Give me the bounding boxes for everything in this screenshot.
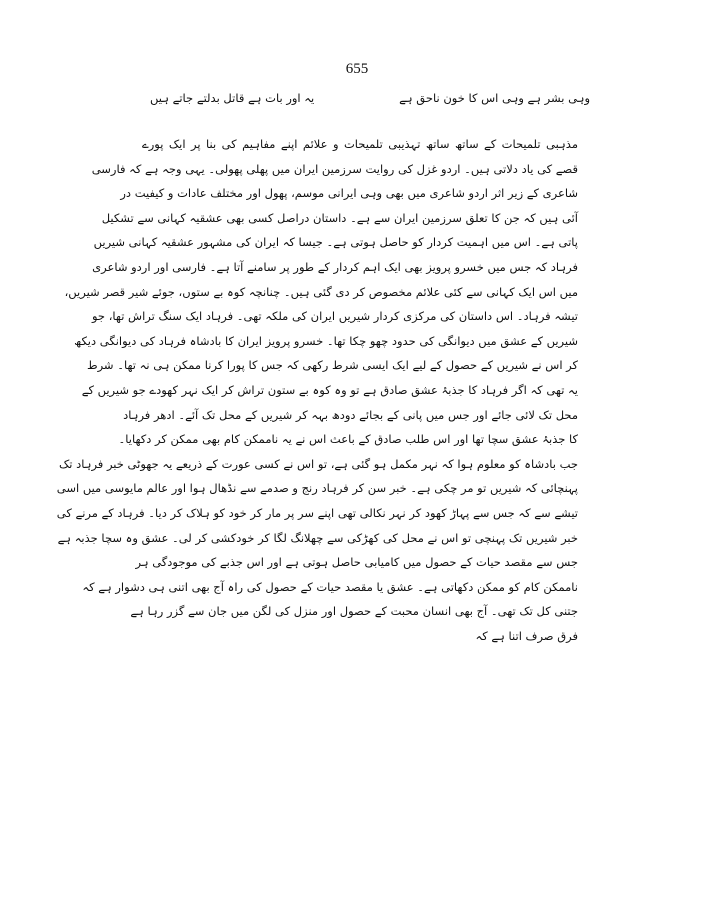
text-line: کر اس نے شیریں کے حصول کے لیے ایک ایسی شرط رکھی کہ جس کا پورا کرنا ممکن ہی نہ تھا۔ شرط	[86, 358, 578, 373]
epigraph-verse	[150, 86, 590, 110]
text-line: یہ تھی کہ اگر فرہاد کا جذبۂ عشق صادق ہے تو وہ کوہ بے ستون تراش کر ایک نہر کھودے جو شیریں کے	[81, 382, 578, 397]
epigraph-second-hemistich: یہ اور بات ہے قاتل بدلتے جاتے ہیں	[150, 91, 315, 105]
text-line: جس سے مقصد حیات کے حصول میں کامیابی حاصل ہوتی ہے اور اس جذبے کی موجودگی ہر	[135, 555, 578, 570]
text-line: آئی ہیں کہ جن کا تعلق سرزمین ایران سے ہے۔ داستان دراصل کسی بھی عشقیہ کہانی سے تشکیل	[101, 210, 578, 225]
text-line: محل تک لائی جائے اور جس میں پانی کے بجائے دودھ بہہ کر شیریں کے محل تک آئے۔ ادھر فرہاد	[123, 407, 578, 422]
text-line: شاعری کے زیر اثر اردو شاعری میں بھی وہی ایرانی موسم، پھول اور مختلف عادات و کیفیت در	[120, 186, 578, 201]
page-number: 655	[345, 61, 369, 77]
text-line: ناممکن کام کو ممکن دکھاتی ہے۔ عشق یا مقصد حیات کے حصول کی راہ آج بھی اتنی ہی دشوار ہے کہ	[82, 579, 578, 594]
text-line: میں اس ایک کہانی سے کئی علائم مخصوص کر دی گئی ہیں۔ چنانچہ کوہ بے ستوں، جوئے شیر قصر شیریں،	[64, 284, 578, 299]
text-line: پاتی ہے۔ اس میں اہمیت کردار کو حاصل ہوتی ہے۔ جیسا کہ ایران کی مشہور عشقیہ کہانی شیریں	[93, 235, 578, 250]
text-line: تیشے سے کہ جس سے پہاڑ کھود کر نہر نکالی تھی اپنے سر پر مار کر خود کو ہلاک کر دیا۔ فرہاد کے مرنے کی	[56, 505, 578, 520]
text-line: تیشہ فرہاد۔ اس داستان کی مرکزی کردار شیریں ایران کی ملکہ تھی۔ فرہاد ایک سنگ تراش تھا، جو	[91, 309, 578, 324]
text-line: فرہاد کہ جس میں خسرو پرویز بھی ایک اہم کردار کے طور پر سامنے آتا ہے۔ فارسی اور اردو شاعری	[92, 259, 578, 274]
text-line: جب بادشاہ کو معلوم ہوا کہ نہر مکمل ہو گئی ہے، تو اس نے کسی عورت کے ذریعے یہ جھوٹی خبر فرہاد تک	[58, 456, 578, 471]
text-line: پہنچائی کہ شیریں تو مر چکی ہے۔ خبر سن کر فرہاد رنج و صدمے سے نڈھال ہوا اور عالم مایوسی میں اسی	[56, 481, 578, 496]
body-paragraph	[56, 132, 578, 648]
text-line: مذہبی تلمیحات کے ساتھ ساتھ تہذیبی تلمیحات و علائم اپنے مفاہیم کی بنا پر ایک پورے	[142, 137, 578, 151]
epigraph-first-hemistich: وہی بشر ہے وہی اس کا خون ناحق ہے	[399, 91, 590, 105]
text-line: قصے کی یاد دلاتی ہیں۔ اردو غزل کی روایت سرزمین ایران میں پھلی پھولی۔ یہی وجہ ہے کہ فارسی	[91, 161, 578, 176]
text-line-last: فرق صرف اتنا ہے کہ	[475, 628, 578, 643]
text-line: خبر شیریں تک پہنچی تو اس نے محل کی کھڑکی سے چھلانگ لگا کر خودکشی کر لی۔ عشق وہ سچا جذبہ ہے	[57, 530, 578, 545]
text-line: شیریں کے عشق میں دیوانگی کی حدود چھو چکا تھا۔ خسرو پرویز ایران کا بادشاہ فرہاد کی دیوانگی دیکھ	[74, 333, 578, 348]
text-line: جتنی کل تک تھی۔ آج بھی انسان محبت کے حصول اور منزل کی لگن میں جان سے گزر رہا ہے	[130, 604, 578, 619]
text-line: کا جذبۂ عشق سچا تھا اور اس طلب صادق کے باعث اس نے یہ ناممکن کام بھی ممکن کر دکھایا۔	[118, 432, 578, 447]
